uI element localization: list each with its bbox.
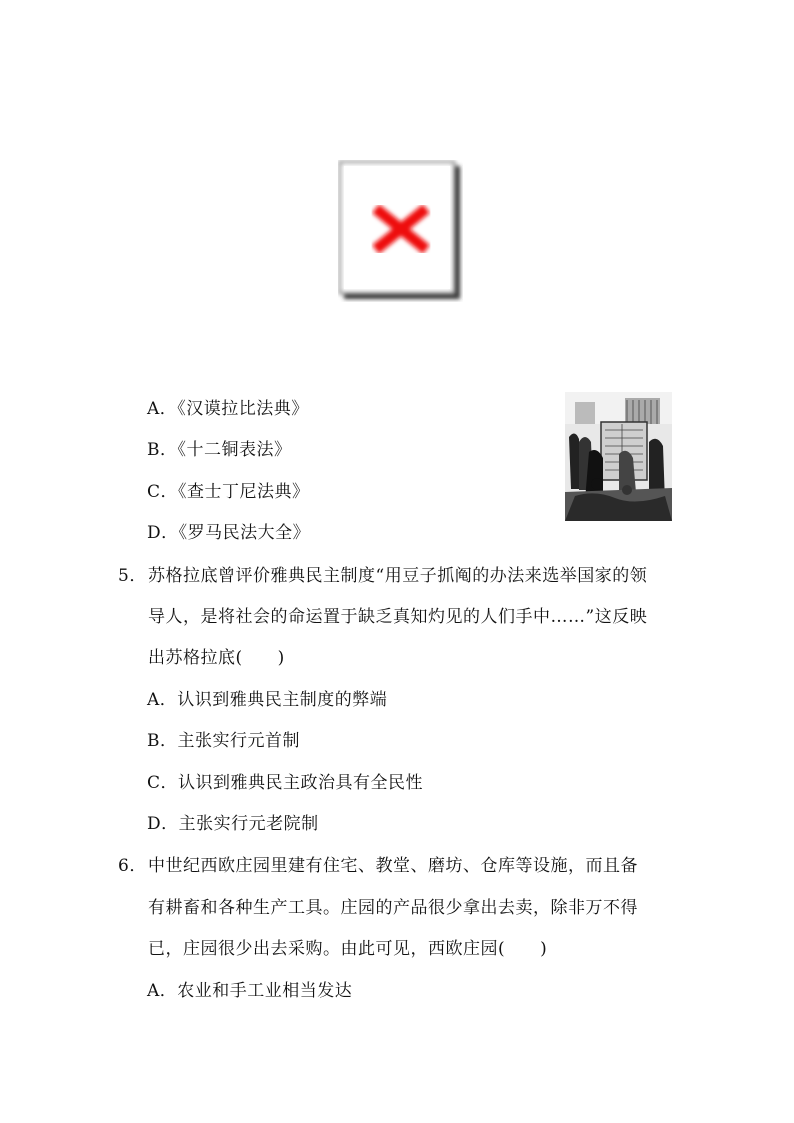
q6-number: 6． bbox=[118, 856, 147, 876]
q4-option-a: A．《汉谟拉比法典》 bbox=[147, 399, 309, 419]
q5-option-b: B．主张实行元首制 bbox=[147, 731, 300, 751]
q6-stem-line-2: 有耕畜和各种生产工具。庄园的产品很少拿出去卖，除非万不得 bbox=[148, 898, 638, 918]
q5-stem-line-2: 导人，是将社会的命运置于缺乏真知灼见的人们手中……”这反映 bbox=[148, 607, 648, 627]
q5-option-a: A．认识到雅典民主制度的弊端 bbox=[147, 690, 388, 710]
q4-option-d: D．《罗马民法大全》 bbox=[147, 523, 311, 543]
q5-stem-line-1: 苏格拉底曾评价雅典民主制度“用豆子抓阄的办法来选举国家的领 bbox=[148, 566, 648, 586]
q6-stem-line-3: 已，庄园很少出去采购。由此可见，西欧庄园( ) bbox=[148, 939, 548, 959]
q5-number: 5． bbox=[118, 566, 147, 586]
q5-option-d: D．主张实行元老院制 bbox=[147, 814, 319, 834]
q5-stem-line-3: 出苏格拉底( ) bbox=[148, 648, 285, 668]
q6-option-a: A．农业和手工业相当发达 bbox=[147, 981, 353, 1001]
q5-option-c: C．认识到雅典民主政治具有全民性 bbox=[147, 773, 424, 793]
q6-stem-line-1: 中世纪西欧庄园里建有住宅、教堂、磨坊、仓库等设施，而且备 bbox=[148, 856, 638, 876]
engraving-illustration bbox=[565, 392, 672, 521]
q4-option-c: C．《查士丁尼法典》 bbox=[147, 482, 310, 502]
q4-option-b: B．《十二铜表法》 bbox=[147, 440, 292, 460]
broken-image-icon bbox=[338, 160, 463, 302]
